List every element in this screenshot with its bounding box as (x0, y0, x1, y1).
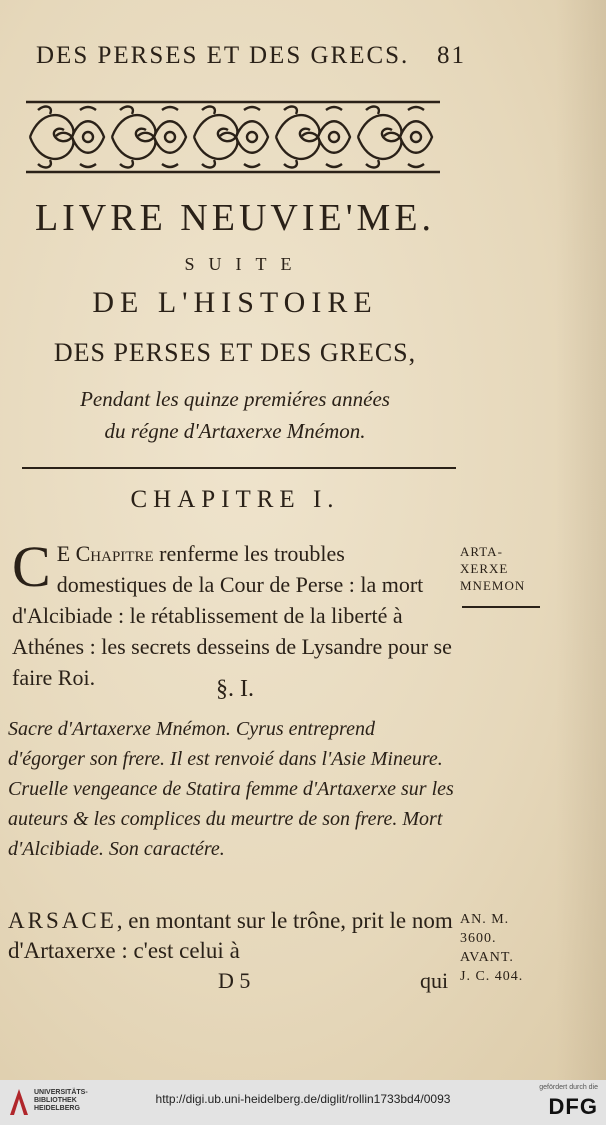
drop-cap: C (12, 534, 51, 599)
chapter-summary (12, 534, 456, 693)
section-number: §. I. (216, 676, 254, 702)
margin-rule (462, 606, 540, 608)
margin-note-line: ARTA- (460, 544, 503, 559)
heading-rule (22, 467, 456, 469)
book-title: LIVRE NEUVIE'ME. (34, 197, 436, 239)
margin-date-line: AVANT. (460, 950, 514, 965)
section-summary: Sacre d'Artaxerxe Mnémon. Cyrus entreprend d'égorger son frere. Il est renvoié dans l'Asie Mineure. Cruelle vengeance de Statira femme d'Artaxerxe sur les auteurs & les complices du meurtre de son frere. Mort d'Alcibiade. Son caractére. (8, 718, 454, 860)
viewer-footer (0, 1080, 606, 1125)
funded-by-label: gefördert durch die (539, 1084, 598, 1091)
page-number: 81 (437, 42, 466, 69)
heading-histoire: DE L'HISTOIRE (92, 286, 378, 319)
source-url-link[interactable]: http://digi.ub.uni-heidelberg.de/diglit/rollin1733bd4/0093 (155, 1092, 451, 1106)
running-head-title: DES PERSES ET DES GRECS. (36, 42, 410, 69)
margin-note-line: MNEMON (460, 578, 526, 593)
margin-note-line: XERXE (460, 561, 509, 576)
signature-mark: D 5 (218, 968, 251, 993)
margin-note-artaxerxe (460, 543, 546, 594)
institution-line: UNIVERSITÄTS- (34, 1089, 88, 1096)
institution-line: BIBLIOTHEK (34, 1097, 77, 1104)
body-lead-word: ARSACE (8, 908, 117, 933)
heading-suite: SUITE (184, 254, 306, 274)
margin-date-line: J. C. 404. (460, 969, 524, 984)
decorative-headpiece-ornament (20, 96, 446, 178)
heading-regne: du régne d'Artaxerxe Mnémon. (104, 419, 366, 443)
chapter-title: CHAPITRE I. (130, 486, 340, 513)
margin-date-note (460, 910, 550, 986)
catchword: qui (420, 968, 449, 993)
institution-line: HEIDELBERG (34, 1105, 80, 1112)
dfg-logo: DFG (548, 1094, 598, 1119)
body-text: , en montant sur le trône, prit le nom d'Artaxerxe : c'est celui à (8, 908, 453, 963)
margin-date-line: AN. M. (460, 912, 510, 927)
heading-pendant: Pendant les quinze premiéres années (80, 387, 390, 411)
running-head (36, 42, 466, 70)
chapter-summary-lead: E Chapitre (56, 541, 154, 566)
body-paragraph (8, 906, 456, 966)
margin-date-line: 3600. (460, 931, 497, 946)
chapter-summary-text: renferme les troubles domestiques de la Cour de Perse : la mort d'Alcibiade : le rétablissement de la liberté à Athénes : les secrets desseins de Lysandre pour se faire Roi. (12, 541, 452, 690)
page-edge-shadow (556, 0, 606, 1080)
heading-perses: DES PERSES ET DES GRECS, (53, 338, 417, 367)
